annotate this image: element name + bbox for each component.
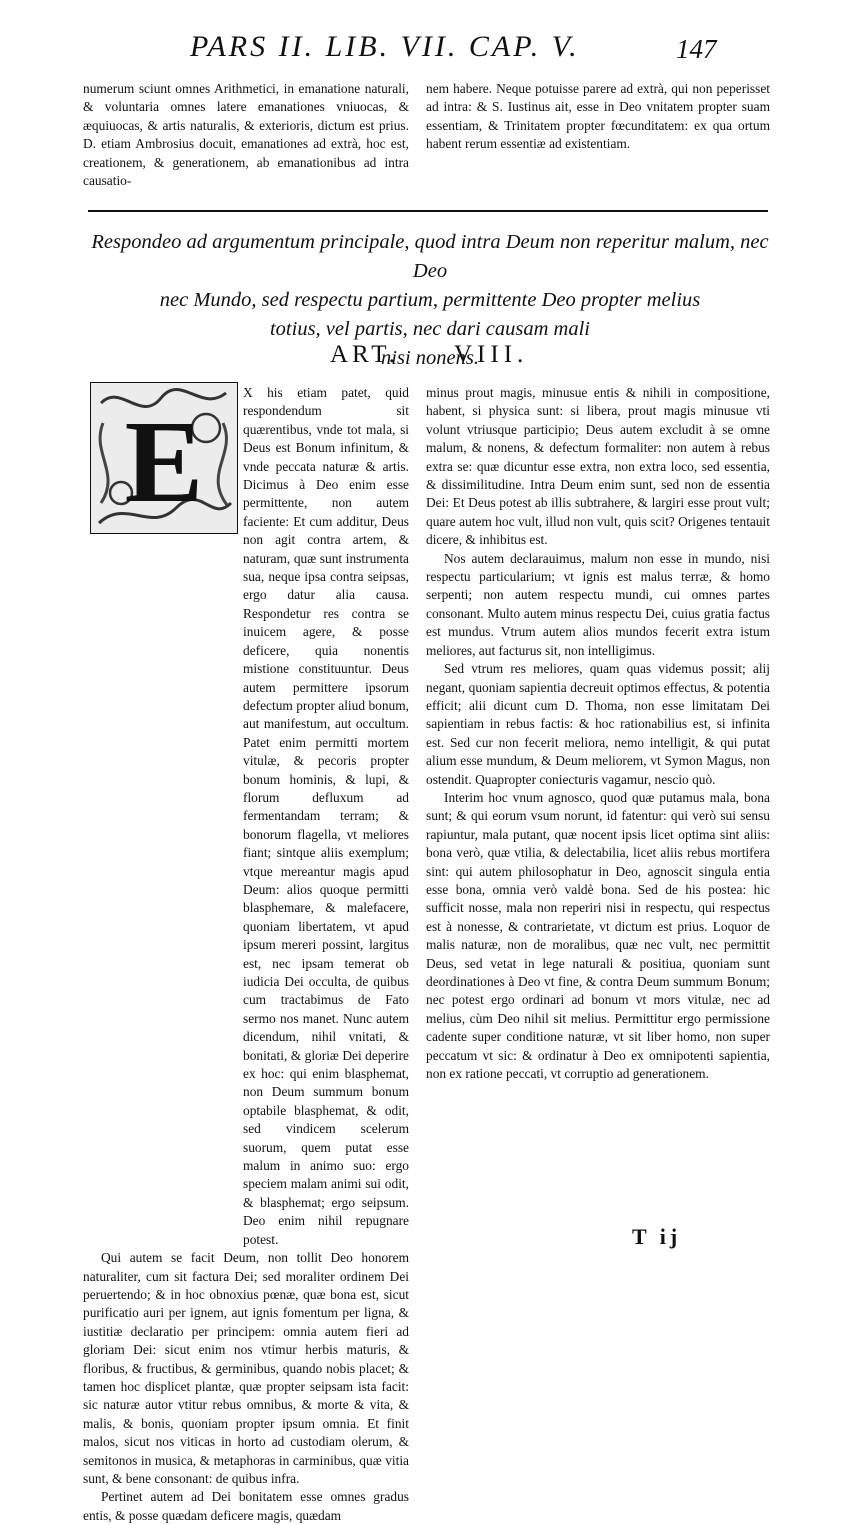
article-number: VIII. [454,341,529,368]
signature-mark: T ij [632,1224,682,1249]
running-title: PARS II. LIB. VII. CAP. V. [190,30,580,63]
body-right-paragraph-2: Nos autem declarauimus, malum non esse in mundo, nisi respectu particularium; vt ignis est malus terræ, & homo serpenti; non autem respectu mundi, cui omnes partes consonant. Multo autem minus respectu Dei, cuius gratia factus est mundus. Vtrum autem alios mundos fecerit extra istum meliores, aut facturus sit, non intelligimus. [426,550,770,658]
body-left-column [83,384,409,1525]
body-left-paragraph-1: X his etiam patet, quid respondendum sit quærentibus, vnde tot mala, si Deus est Bonum infinitum, & vnde peccata naturæ & artis. Dicimus à Deo enim esse permittente, non autem faciente: Et cum additur, Deus non agit contra artem, & naturam, quæ sunt instrumenta sua, neque ipsa contra seipsas, ergo datur alia causa. Respondetur res contra se inuicem agere, & posse deficere, quia nonentis mistione constituuntur. Deus autem permittere ipsorum defectum propter aliud bonum, aut manifestum, aut occultum. Patet enim permitti mortem vitulæ, & pecoris propter bonum hominis, & lupi, & florum defluxum ad fermentandam terram; & bonorum flagella, vt meliores fiant; sintque aliis exemplum; vtque mereantur magis apud Deum: alios quoque permitti blasphemare, & malefacere, quoniam libertatem, vt apud ipsum mereri possint, largitus est, nec ipsam temerat ob iudicia Dei occulta, de quibus cum tractabimus de Fato sermo nos manet. Nunc autem dicendum, nihil vnitati, & bonitati, & gloriæ Dei deperire ex hoc: qui enim blasphemat, non Deum summum bonum optabile blasphemat, & odit, sed vindicem scelerum suorum, quem putat esse malum in animo suo: ergo speciem malam animi sui odit, & blasphemat; ergo seipsum. Deo enim nihil repugnare potest. [243,385,409,1247]
top-text-right: nem habere. Neque potuisse parere ad extrà, qui non peperisset ad intra: & S. Iustinus ait, esse in Deo vnitatem propter suam essentiam, & Trinitatem propter fœcunditatem: ex qua ortum habent rerum essentiæ ad existentiam. [426,81,770,152]
section-heading-line-4: nisi nonens. [381,347,479,369]
page-number: 147 [676,34,717,64]
section-divider [88,210,768,212]
section-heading-line-1: Respondeo ad argumentum principale, quod intra Deum non reperitur malum, nec Deo [91,231,769,282]
section-heading-line-2: nec Mundo, sed respectu partium, permittente Deo propter melius [159,289,701,311]
body-left-paragraph-3: Pertinet autem ad Dei bonitatem esse omnes gradus entis, & posse quædam deficere magis, quædam [83,1489,409,1523]
body-right-paragraph-1: minus prout magis, minusue entis & nihili in compositione, habent, si physica sunt: si libera, prout magis minusue vti volunt vtriusque participio; Deus autem excludit à se omne malum, & nonens, & defectum formaliter: non autem à rebus extra se: quæ dicuntur esse extra, non extra loco, sed essentia, & dissimilitudine. Intra Deum enim sunt, sed non de essentia Dei: Et Deus potest ab illis subtrahere, & largiri esse prout vult; quare autem hoc vult, illud non vult, quis scit? Origenes tentauit dicere, & inhibitus est. [426,385,770,548]
top-text-right-column [426,80,770,154]
top-text-left-column [83,80,409,190]
section-heading-line-3: totius, vel partis, nec dari causam mali [269,318,590,340]
section-heading [80,228,780,373]
top-text-left: numerum sciunt omnes Arithmetici, in emanatione naturali, & voluntaria omnes latere emanationes vniuocas, & æquiuocas, & artis naturalis, & exterioris, dictum est prius. D. etiam Ambrosius docuit, emanationes ad extrà, hoc est, creationem, & generationem, ab emanationibus ad intra causatio- [83,81,409,189]
article-label: ART. [330,341,399,368]
body-right-column [426,384,770,1083]
initial-letter: E [124,396,204,527]
body-right-paragraph-4: Interim hoc vnum agnosco, quod quæ putamus mala, bona sunt; & qui eorum vsum norunt, id fatentur: qui verò sui sensu rapiuntur, mala putant, quæ nocent ipsis licet optima sint aliis: bona verò, quæ vtilia, & delectabilia, licet aliis rebus mortifera sint: qui autem philosophatur in Deo, agnoscit singula entia esse bona, omnia verò valdè bona. Sed de his postea: hic sufficit nosse, mala non reperiri nisi in respectu, qui respectus est à nonesse, & contrarietate, vt dictum est prius. Loquor de malis naturæ, non de moralibus, quæ nec vult, nec permittit Deus, sed vetat in lege naturali & positiua, quoniam sunt deordinationes à Deo vt fine, & contra Deum summum Bonum; nec potest ergo ordinari ad bonum vt mors vitulæ, nec ad melius, cùm Deo nihil sit melius. Permittitur ergo permissione cadente super conditione naturæ, vt sit liber homo, non super peccatum vt sic: & ordinatur à Deo ex omnipotenti sapientia, non ex ratione peccati, vt corruptio ad generationem. [426,789,770,1082]
body-right-paragraph-3: Sed vtrum res meliores, quam quas videmus possit; alij negant, quoniam sapientia decreuit optimos effectus, & potentia efficit; alii dicunt cum D. Thoma, non esse limitatam Dei sapientiam in rebus factis: & hoc rationabilius est, si infinita est. Sed cur non fecerit meliora, nemo intelligit, & qui putat alium esse mundum, & Deum meliorem, vt Symon Magus, non ostendit. Quapropter coniecturis vagamur, nescio quò. [426,661,770,787]
body-left-paragraph-2: Qui autem se facit Deum, non tollit Deo honorem naturaliter, cum sit factura Dei; sed moraliter ordinem Dei peruertendo; & in hoc obnoxius pœnæ, quæ bona est, sicut purificatio auri per ignem, aut ignis fomentum per ligna, & iustitiæ declaratio per principem: omnia autem fieri ad gloriam Dei: sicut enim nos vtimur herbis maturis, & floribus, & fructibus, & germinibus, quando nobis placet; & tamen hoc displicet plantæ, quæ propter seipsam ista facit: sic naturæ autor vtitur rebus omnibus, & morte & vita, & malis, & bonis, quoniam propter ipsum omnia. Et finit malos, sicut nos viticas in horto ad custodiam olerum, & semitonos in musica, & metaphoras in carminibus, quæ vitia sunt, & bene consonant: de quibus infra. [83,1250,409,1486]
